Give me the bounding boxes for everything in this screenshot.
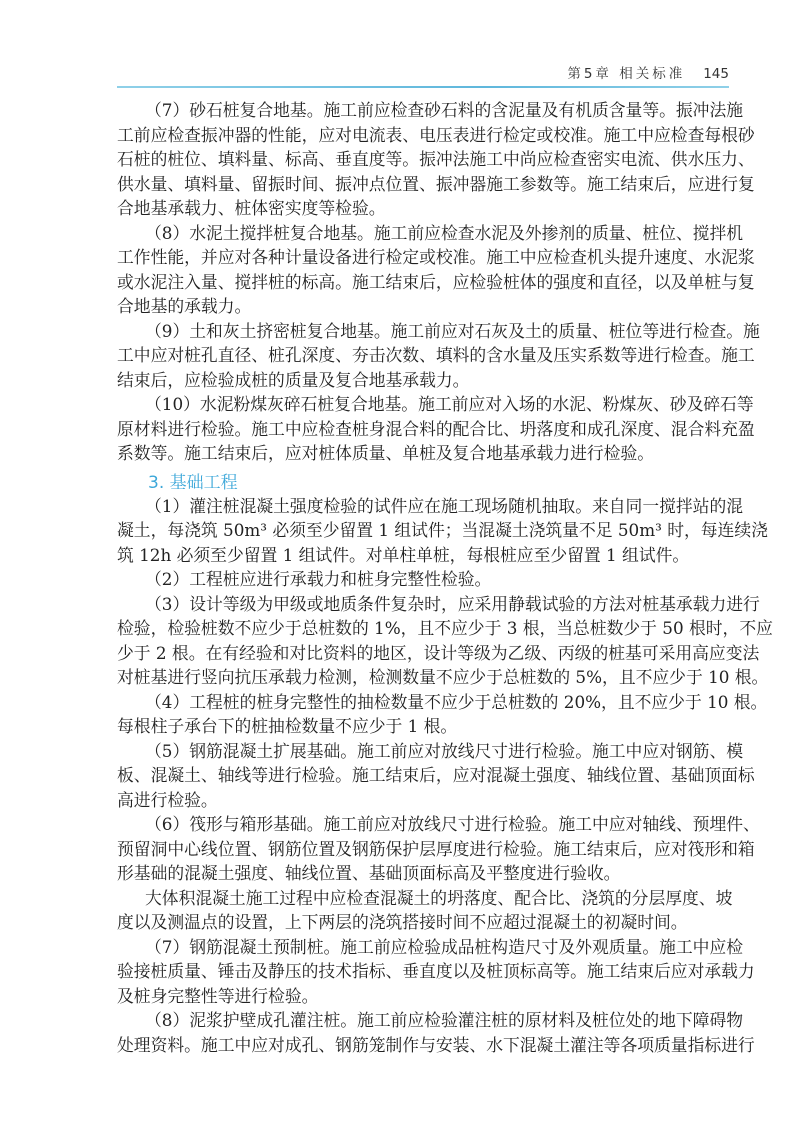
text-line: （8）泥浆护壁成孔灌注桩。施工前应检验灌注桩的原材料及桩位处的地下障碍物 <box>145 1010 744 1030</box>
text-line: （6）筏形与箱形基础。施工前应对放线尺寸进行检验。施工中应对轴线、预埋件、 <box>145 814 760 834</box>
header-rule <box>117 86 729 88</box>
text-line: 或水泥注入量、搅拌桩的标高。施工结束后，应检验桩体的强度和直径，以及单桩与复 <box>117 271 755 292</box>
text-line: 工作性能，并应对各种计量设备进行检定或校准。施工中应检查机头提升速度、水泥浆 <box>117 247 755 267</box>
text-line: 预留洞中心线位置、钢筋位置及钢筋保护层厚度进行检验。施工结束后，应对筏形和箱 <box>117 838 755 859</box>
page-body <box>117 98 773 1057</box>
chapter-title: 第5章 相关标准 <box>567 66 686 82</box>
paragraph <box>117 567 729 592</box>
paragraph <box>117 812 760 886</box>
text-line: 原材料进行检验。施工中应检查桩身混合料的配合比、坍落度和成孔深度、混合料充盈 <box>117 418 755 439</box>
text-line: 形基础的混凝土强度、轴线位置、基础顶面标高及平整度进行验收。 <box>117 863 621 883</box>
paragraph <box>117 592 773 690</box>
paragraph <box>117 690 768 739</box>
text-line: （1）灌注桩混凝土强度检验的试件应在施工现场随机抽取。来自同一搅拌站的混 <box>145 495 744 516</box>
running-header <box>117 62 729 82</box>
paragraph <box>117 221 755 319</box>
text-line: 合地基的承载力。 <box>117 296 252 316</box>
text-line: 少于 2 根。在有经验和对比资料的地区，设计等级为乙级、丙级的桩基可采用高应变法 <box>117 642 760 663</box>
text-line: 结束后，应检验成桩的质量及复合地基承载力。 <box>117 369 470 390</box>
text-line: 板、混凝土、轴线等进行检验。施工结束后，应对混凝土强度、轴线位置、基础顶面标 <box>117 765 755 785</box>
text-line: 合地基承载力、桩体密实度等检验。 <box>117 198 386 218</box>
text-line: 检验，检验桩数不应少于总桩数的 1%，且不应少于 3 根，当总桩数少于 50 根时，不应 <box>117 618 773 638</box>
text-line: （9）土和灰土挤密桩复合地基。施工前应对石灰及土的质量、桩位等进行检查。施 <box>145 320 760 341</box>
text-line: 对桩基进行竖向抗压承载力检测，检测数量不应少于总桩数的 5%，且不应少于 10 根。 <box>117 667 769 687</box>
text-line: （7）钢筋混凝土预制桩。施工前应检验成品桩构造尺寸及外观质量。施工中应检 <box>145 936 744 957</box>
text-line: 验接桩质量、锤击及静压的技术指标、垂直度以及桩顶标高等。施工结束后应对承载力 <box>117 961 755 981</box>
text-line: 及桩身完整性等进行检验。 <box>117 985 319 1006</box>
text-line: （7）砂石桩复合地基。施工前应检查砂石料的含泥量及有机质含量等。振冲法施 <box>145 100 744 120</box>
paragraph <box>117 1008 755 1057</box>
text-line: 处理资料。施工中应对成孔、钢筋笼制作与安装、水下混凝土灌注等各项质量指标进行 <box>117 1034 755 1055</box>
text-line: 凝土，每浇筑 50m³ 必须至少留置 1 组试件；当混凝土浇筑量不足 50m³ 时，每连续浇 <box>117 520 768 540</box>
paragraph <box>117 935 755 1009</box>
text-line: 工前应检查振冲器的性能，应对电流表、电压表进行检定或校准。施工中应检查每根砂 <box>117 124 755 145</box>
text-line: 供水量、填料量、留振时间、振冲点位置、振冲器施工参数等。施工结束后，应进行复 <box>117 173 755 194</box>
paragraph <box>117 319 760 393</box>
text-line: 工中应对桩孔直径、桩孔深度、夯击次数、填料的含水量及压实系数等进行检查。施工 <box>117 345 755 365</box>
section-heading: 3. 基础工程 <box>148 472 238 493</box>
text-line: 石桩的桩位、填料量、标高、垂直度等。振冲法施工中尚应检查密实电流、供水压力、 <box>117 149 755 169</box>
text-line: 大体积混凝土施工过程中应检查混凝土的坍落度、配合比、浇筑的分层厚度、坡 <box>145 887 733 908</box>
paragraph <box>117 494 768 568</box>
paragraph <box>117 392 755 466</box>
page-number: 145 <box>703 66 729 82</box>
paragraph <box>117 886 733 935</box>
paragraph <box>117 739 755 813</box>
text-line: （8）水泥土搅拌桩复合地基。施工前应检查水泥及外掺剂的质量、桩位、搅拌机 <box>145 222 744 243</box>
text-line: 高进行检验。 <box>117 789 218 810</box>
text-line: （2）工程桩应进行承载力和桩身完整性检验。 <box>145 569 492 589</box>
text-line: 度以及测温点的设置，上下两层的浇筑搭接时间不应超过混凝土的初凝时间。 <box>117 912 688 932</box>
text-line: （4）工程桩的桩身完整性的抽检数量不应少于总桩数的 20%，且不应少于 10 根。 <box>145 691 768 712</box>
text-line: 每根柱子承台下的桩抽检数量不应少于 1 根。 <box>117 716 458 736</box>
text-line: （5）钢筋混凝土扩展基础。施工前应对放线尺寸进行检验。施工中应对钢筋、模 <box>145 740 744 761</box>
paragraph <box>117 98 755 221</box>
text-line: （3）设计等级为甲级或地质条件复杂时，应采用静载试验的方法对桩基承载力进行 <box>145 593 760 614</box>
text-line: 系数等。施工结束后，应对桩体质量、单桩及复合地基承载力进行检验。 <box>117 443 655 463</box>
text-line: （10）水泥粉煤灰碎石桩复合地基。施工前应对入场的水泥、粉煤灰、砂及碎石等 <box>145 394 754 414</box>
text-line: 筑 12h 必须至少留置 1 组试件。对单柱单桩，每根桩应至少留置 1 组试件。 <box>117 544 690 565</box>
